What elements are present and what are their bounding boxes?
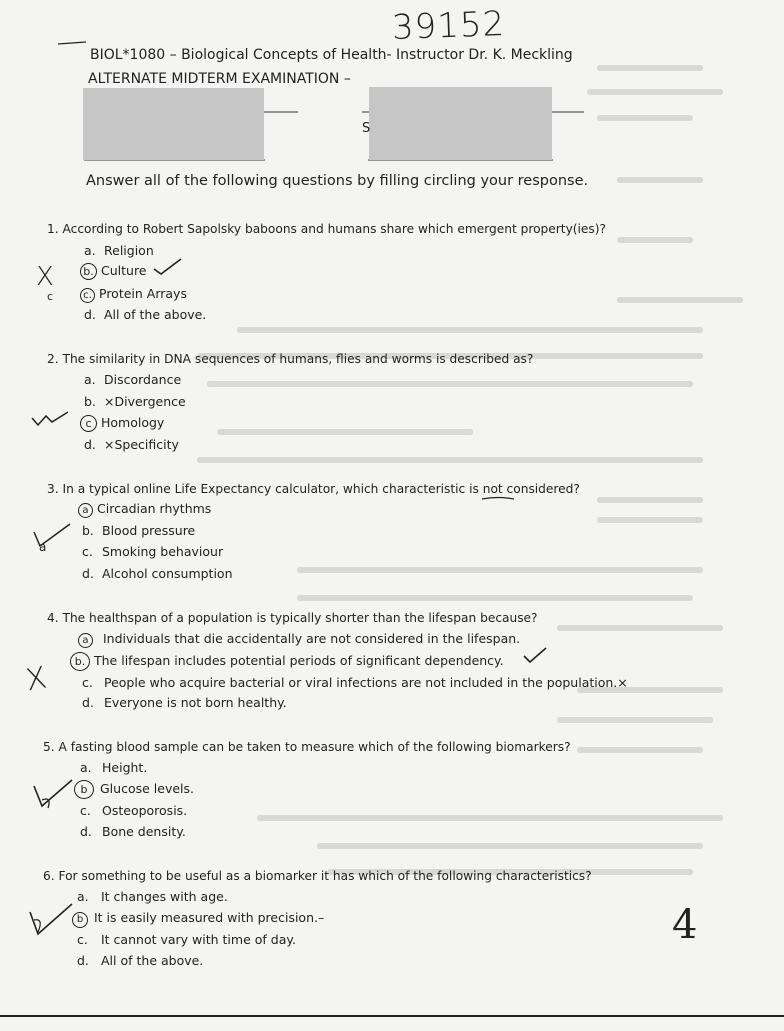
redacted-student-id-box [369,87,552,160]
question-2-stem: 2. The similarity in DNA sequences of humans, flies and worms is described as? [47,352,534,366]
q5-option-d: d. Bone density. [80,824,186,839]
section-letter: S [362,121,371,136]
q2-check-icon [30,408,70,430]
q1-option-c: c. Protein Arrays [80,286,187,303]
q4-option-b: b. The lifespan includes potential periods of significant dependency. [70,652,504,671]
q2-option-d: d. ×Specificity [84,437,179,452]
q3-underline-not [480,494,520,502]
q3-option-b: b. Blood pressure [82,523,196,538]
exam-title: ALTERNATE MIDTERM EXAMINATION – [88,71,351,87]
q6-option-d: d. All of the above. [77,953,204,968]
q1-margin-c-mark: c [47,290,54,303]
q4-check-icon [522,646,548,666]
redacted-name-box [83,88,264,160]
q2-option-a: a. Discordance [84,372,182,387]
page-bottom-edge [0,1015,784,1017]
course-title: BIOL*1080 – Biological Concepts of Health- Instructor Dr. K. Meckling [90,47,573,63]
handwritten-score: 4 [672,902,698,948]
question-5-stem: 5. A fasting blood sample can be taken to measure which of the following biomarkers? [43,740,571,754]
q3-option-a: a Circadian rhythms [78,501,211,518]
q4-option-a: a Individuals that die accidentally are not considered in the lifespan. [78,631,520,648]
q6-option-c: c. It cannot vary with time of day. [77,932,296,947]
q1-option-d: d. All of the above. [84,307,207,322]
q2-option-c: c Homology [80,415,164,432]
question-3-stem: 3. In a typical online Life Expectancy calculator, which characteristic is not considered? [47,482,580,496]
instructions: Answer all of the following questions by filling circling your response. [86,173,589,189]
handwritten-id-number: 39152 [391,4,506,48]
q2-option-b: b. ×Divergence [84,394,186,409]
question-1-stem: 1. According to Robert Sapolsky baboons and humans share which emergent property(ies)? [47,222,606,236]
q4-option-d: d. Everyone is not born healthy. [82,695,287,710]
q4-margin-x-mark: X [23,660,50,699]
question-6-stem: 6. For something to be useful as a biomarker it has which of the following characteristics? [43,869,592,883]
q1-check-icon [152,257,184,277]
q5-check-icon [30,778,74,812]
q5-option-c: c. Osteoporosis. [80,803,188,818]
q6-check-icon [26,902,74,938]
q4-option-c: c. People who acquire bacterial or viral infections are not included in the population.× [82,675,628,690]
q3-margin-a-mark: a [39,540,47,554]
q6-option-b: b It is easily measured with precision.– [72,910,324,928]
q3-check-icon [30,522,72,552]
q1-option-a: a. Religion [84,243,154,258]
q1-option-b: b. Culture [80,263,147,280]
q1-margin-x-mark: X [36,262,54,292]
q5-option-a: a. Height. [80,760,148,775]
q3-option-d: d. Alcohol consumption [82,566,233,581]
q3-option-c: c. Smoking behaviour [82,544,224,559]
q5-option-b: b Glucose levels. [74,780,194,799]
q6-option-a: a. It changes with age. [77,889,228,904]
question-4-stem: 4. The healthspan of a population is typically shorter than the lifespan because? [47,611,538,625]
